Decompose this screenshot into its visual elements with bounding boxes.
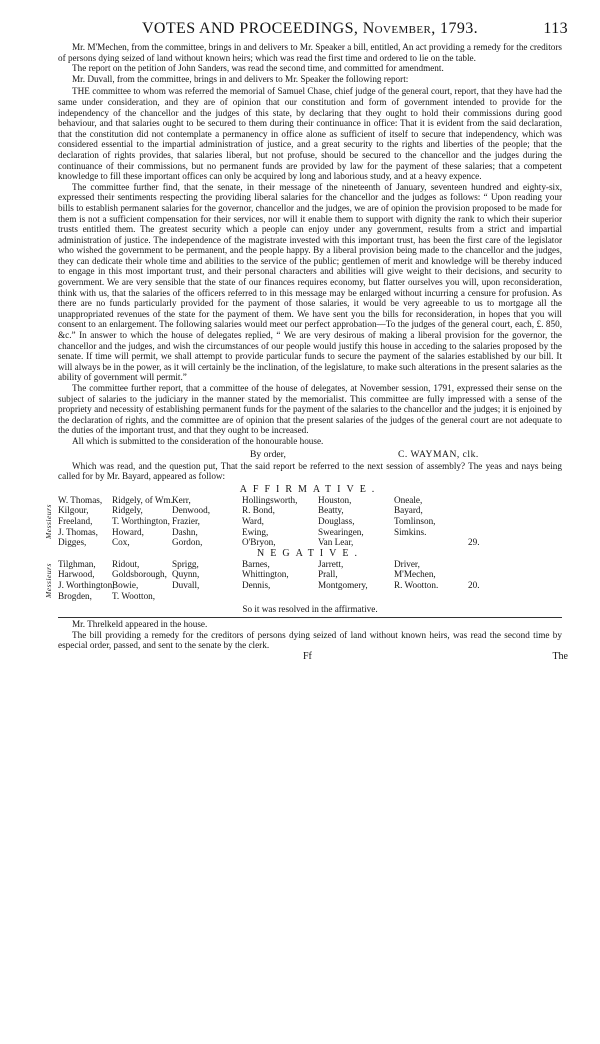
paragraph-sanders-petition: The report on the petition of John Sanders, was read the second time, and committed for amendment. (72, 63, 444, 74)
paragraph-duvall-report: Mr. Duvall, from the committee, brings in and delivers to Mr. Speaker the following report: (72, 73, 409, 84)
affirmative-member-name: Douglass, (318, 515, 355, 526)
affirmative-member-name: Cox, (112, 537, 130, 548)
affirmative-member-name: Tomlinson, (394, 515, 436, 526)
clerk-signature: C. WAYMAN, clk. (398, 448, 479, 460)
negative-vote-count: 20. (468, 579, 480, 590)
affirmative-member-name: Hollingsworth, (242, 494, 298, 505)
affirmative-member-name: Kilgour, (58, 505, 89, 516)
affirmative-member-name: Ewing, (242, 526, 269, 537)
affirmative-names (58, 495, 562, 548)
negative-member-name: Montgomery, (318, 579, 368, 590)
messieurs-label: Messieurs (44, 503, 53, 539)
report-paragraph: The committee further report, that a committee of the house of delegates, at November session, 1791, expressed their sense on the subject of salaries to the judiciary in the manner stated by the memorialist. This committee are fully impressed with a sense of the propriety and necessity of establishing permanent funds for the payment of the salaries to the chancellor and the judges; it is enjoined by the declaration of rights, and the committee are of opinion that the present salaries of the judges of the general court are not adequate to the duties of the important trust, and that they ought to be increased. (58, 383, 562, 436)
report-paragraph: The committee further find, that the senate, in their message of the nineteenth of January, seventeen hundred and eighty-six, expressed their sentiments respecting the providing liberal salaries for the chancellor and the judges as follows: “ Upon reading your bills to establish permanent salaries for the governor, chancellor and the judges, we are of opinion the provision proposed to be made for them is not a sufficient compensation for their services, nor will it enable them to support with dignity the rank to which their superior trusts entitled them. The greatest security which a people can enjoy under any government, results from a strict and impartial administration of justice. The independence of the magistrate invested with this important trust, has been the first care of the legislator who wished the government to be permanent, and the people happy. By a liberal provision being made to the chancellor and the judges, they can dedicate their whole time and abilities to the service of the public; gentlemen of merit and knowledge will be thereby induced to engage in this most important trust, and their personal characters and abilities will give weight to their decisions, and security to government. We are very sensible that the state of our finances requires economy, but flatter ourselves you will, upon reconsideration, think with us, that the salaries of the officers referred to in this message may be enlarged without incurring a censure for profusion. As there are no funds particularly provided for the payment of those salaries, it would be very agreeable to us to mortgage all the unappropriated revenues of the state for the payment of them. We have sent you the bills for reconsideration, in hopes that you will consent to an enlargement. The following salaries would meet our perfect approbation—To the judges of the general court, each, £. 850, &c.” In answer to which the house of delegates replied, “ We are very desirous of making a liberal provision for the governor, the chancellor and the judges, and wish the circumstances of our people would justify this house in acceding to the salaries proposed by the senate. If time will permit, we shall attempt to provide particular funds to secure the payment of the salaries established by our bill. It will always be in the power, as it will certainly be the inclination, of the legislature, to make such alterations in the present salaries as the ability of government will permit.” (58, 181, 562, 383)
affirmative-member-name: Kerr, (172, 494, 191, 505)
affirmative-member-name: Ward, (242, 515, 264, 526)
negative-member-name: Whittington, (242, 569, 289, 580)
affirmative-member-name: Swearingen, (318, 526, 364, 537)
negative-member-name: Harwood, (58, 569, 95, 580)
paragraph-bill-introduced: Mr. M'Mechen, from the committee, brings in and delivers to Mr. Speaker a bill, entitled, An act providing a remedy for the creditors of persons dying seized of land without known heirs; which was read the first time and ordered to lie on the table. (58, 42, 562, 63)
affirmative-block (44, 494, 562, 548)
affirmative-member-name: Howard, (112, 526, 144, 537)
negative-member-name: Sprigg, (172, 558, 199, 569)
resolution-line: So it was resolved in the affirmative. (242, 604, 378, 615)
page-header (58, 20, 568, 42)
negative-member-name: Driver, (394, 558, 420, 569)
page-footer (58, 650, 568, 665)
negative-member-name (394, 591, 468, 602)
question-paragraph: Which was read, and the question put, That the said report be referred to the next session of assembly? The yeas and nays being called for by Mr. Bayard, appeared as follow: (58, 460, 562, 482)
negative-member-name: M'Mechen, (394, 569, 436, 580)
negative-member-name: Quynn, (172, 569, 200, 580)
negative-member-name: Dennis, (242, 579, 271, 590)
affirmative-vote-count (468, 495, 508, 506)
affirmative-member-name: Freeland, (58, 515, 93, 526)
negative-member-name: Tilghman, (58, 558, 96, 569)
catchword: The (552, 650, 568, 662)
negative-member-name: Barnes, (242, 558, 270, 569)
negative-member-name: J. Worthington, (58, 579, 115, 590)
negative-heading: NEGATIVE. (257, 547, 363, 559)
affirmative-member-name: Dashn, (172, 526, 198, 537)
report-paragraph: THE committee to whom was referred the memorial of Samuel Chase, chief judge of the general court, report, that they have had the same under consideration, and they are of opinion that our constitution and form of government intended to provide for the independency of the chancellor and the judges of this state, by declaring that they ought to hold their commissions during good behaviour, and that salaries ought to be secured to them during their continuance in office: That it is evident from the said declaration, that the constitution did not contemplate a permanency in office alone as sufficient of itself to secure that independency, which was considered essential to the impartial administration of justice, and a great security to the rights and liberties of the people; that the declaration of rights provides, that salaries liberal, but not profuse, should be secured to the chancellor and the judges during the continuance of their commissions, but no permanent funds are provided by law for the payment of these salaries; that a competent knowledge to fill these important offices can only be acquired by long and laborious study, and at a heavy expence. (58, 86, 562, 182)
affirmative-member-name: O'Bryon, (242, 537, 276, 548)
negative-member-name: T. Wootton, (112, 590, 156, 601)
paragraph-threlkeld: Mr. Threlkeld appeared in the house. (72, 619, 208, 630)
negative-member-name: Brogden, (58, 590, 92, 601)
affirmative-member-name: J. Thomas, (58, 526, 98, 537)
divider (58, 617, 562, 618)
negative-member-name (172, 591, 242, 602)
running-title: VOTES AND PROCEEDINGS, November, 1793. (141, 20, 479, 37)
affirmative-member-name: Houston, (318, 494, 352, 505)
affirmative-member-name: Oneale, (394, 494, 423, 505)
affirmative-member-name: Ridgely, (112, 505, 143, 516)
affirmative-member-name: Van Lear, (318, 537, 354, 548)
negative-block (44, 558, 562, 601)
affirmative-vote-count (468, 505, 508, 516)
by-order: By order, (250, 448, 286, 460)
affirmative-vote-count (468, 527, 508, 538)
affirmative-member-name: Denwood, (172, 505, 211, 516)
affirmative-member-name (394, 537, 468, 548)
negative-names (58, 559, 562, 601)
negative-member-name: Jarrett, (318, 558, 344, 569)
negative-vote-count (468, 591, 508, 602)
negative-vote-count (468, 559, 508, 570)
negative-member-name (318, 591, 394, 602)
negative-member-name: Duvall, (172, 579, 200, 590)
signature-block (58, 449, 562, 461)
negative-member-name: Bowie, (112, 579, 139, 590)
affirmative-vote-count (468, 516, 508, 527)
negative-member-name: R. Wootton. (394, 579, 439, 590)
affirmative-member-name: W. Thomas, (58, 494, 103, 505)
signature-mark: Ff (303, 650, 312, 662)
affirmative-heading: AFFIRMATIVE. (239, 483, 381, 495)
affirmative-member-name: R. Bond, (242, 505, 275, 516)
negative-member-name: Ridout, (112, 558, 140, 569)
page-number: 113 (543, 20, 568, 37)
negative-member-name: Goldsborough, (112, 569, 167, 580)
affirmative-vote-count: 29. (468, 537, 480, 548)
affirmative-member-name: Gordon, (172, 537, 203, 548)
affirmative-member-name: Simkins. (394, 526, 427, 537)
affirmative-member-name: Frazier, (172, 515, 200, 526)
affirmative-member-name: Digges, (58, 537, 87, 548)
negative-member-name (242, 591, 318, 602)
negative-member-name: Prall, (318, 569, 338, 580)
affirmative-member-name: Beatty, (318, 505, 344, 516)
messieurs-label: Messieurs (44, 562, 53, 598)
report-paragraph: All which is submitted to the consideration of the honourable house. (72, 435, 324, 446)
affirmative-member-name: T. Worthington, (112, 515, 170, 526)
negative-vote-count (468, 569, 508, 580)
affirmative-member-name: Ridgely, of Wm. (112, 494, 173, 505)
affirmative-member-name: Bayard, (394, 505, 423, 516)
vote-record (44, 483, 562, 601)
paragraph-bill-passed: The bill providing a remedy for the creditors of persons dying seized of land without known heirs, was read the second time by especial order, passed, and sent to the senate by the clerk. (58, 629, 562, 651)
